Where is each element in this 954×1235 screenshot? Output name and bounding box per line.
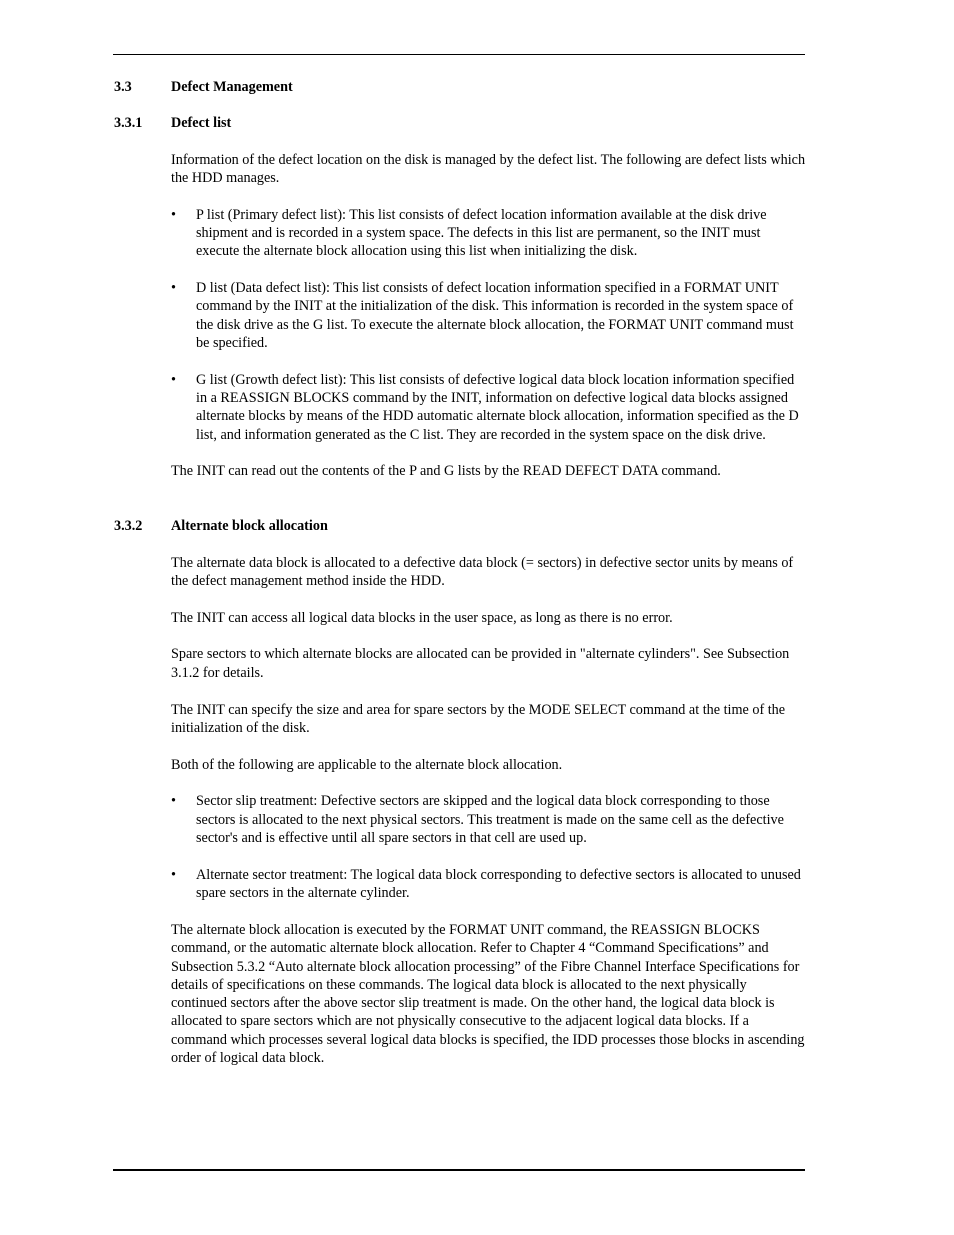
section-heading-3-3-2	[114, 517, 806, 535]
list-item-text: Alternate sector treatment: The logical data block corresponding to defective sectors is allocated to unused spare sectors in the alternate cylinder.	[196, 866, 801, 902]
list-item	[171, 206, 806, 261]
bullet-list	[171, 206, 806, 444]
list-item-text: D list (Data defect list): This list consists of defect location information specified in a FORMAT UNIT command by the INIT at the initialization of the disk. This information is recorded in the system space of the disk drive as the G list. To execute the alternate block allocation, the FORMAT UNIT command must be specified.	[196, 280, 794, 351]
bullet-icon: •	[171, 280, 176, 297]
section-heading-3-3-1	[114, 114, 806, 132]
paragraph: The alternate block allocation is executed by the FORMAT UNIT command, the REASSIGN BLOCKS command, or the automatic alternate block allocation. Refer to Chapter 4 “Command Specifications” and Subsection 5.3.2 “Auto alternate block allocation processing” of the Fibre Channel Interface Specifications for details of specifications on these commands. The logical data block is allocated to the next physically continued sectors after the above sector slip treatment is made. On the other hand, the logical data block is allocated to spare sectors which are not physically consecutive to the adjacent logical data blocks. If a command which processes several logical data blocks is specified, the IDD processes those blocks in ascending order of logical data block.	[171, 921, 805, 1066]
section-title: Defect Management	[171, 79, 293, 95]
section-title: Alternate block allocation	[171, 518, 328, 535]
footer-rule	[113, 1169, 805, 1171]
section-title: Defect list	[171, 115, 232, 132]
section-number: 3.3.1	[114, 115, 143, 132]
paragraph: The INIT can read out the contents of the P and G lists by the READ DEFECT DATA command.	[171, 463, 721, 480]
list-item-text: Sector slip treatment: Defective sectors are skipped and the logical data block corresponding to those sectors is allocated to the next physical sectors. This treatment is made on the same cell as the defective sector's and is effective until all spare sectors in that cell are used up.	[196, 793, 784, 847]
bullet-list	[171, 792, 806, 902]
list-item	[171, 371, 806, 444]
header-rule	[113, 54, 805, 55]
section-number: 3.3	[114, 79, 132, 95]
bullet-icon: •	[171, 866, 176, 883]
list-item	[171, 279, 806, 352]
list-item	[171, 866, 806, 903]
bullet-icon: •	[171, 793, 176, 810]
paragraph: Information of the defect location on the disk is managed by the defect list. The following are defect lists which the HDD manages.	[171, 151, 806, 186]
document-body	[114, 78, 806, 1086]
paragraph: Spare sectors to which alternate blocks are allocated can be provided in "alternate cylinders". See Subsection 3.1.2 for details.	[171, 646, 790, 681]
list-item	[171, 792, 806, 847]
bullet-icon: •	[171, 206, 176, 223]
paragraph: Both of the following are applicable to the alternate block allocation.	[171, 756, 563, 773]
section-number: 3.3.2	[114, 518, 143, 535]
bullet-icon: •	[171, 371, 176, 388]
paragraph: The alternate data block is allocated to a defective data block (= sectors) in defective sector units by means of the defect management method inside the HDD.	[171, 554, 794, 589]
list-item-text: G list (Growth defect list): This list consists of defective logical data block location information specified in a REASSIGN BLOCKS command by the INIT, information on defective logical data blocks assigned alternate blocks by means of the HDD automatic alternate block allocation, information specified as the D list, and information generated as the C list. They are recorded in the system space on the disk drive.	[196, 371, 799, 443]
paragraph: The INIT can specify the size and area for spare sectors by the MODE SELECT command at the time of the initialization of the disk.	[171, 701, 786, 736]
section-heading-3-3	[114, 78, 806, 96]
list-item-text: P list (Primary defect list): This list consists of defect location information available at the disk drive shipment and is recorded in a system space. The defects in this list are permanent, so the INIT must execute the alternate block allocation using this list when initializing the disk.	[196, 206, 767, 260]
paragraph: The INIT can access all logical data blocks in the user space, as long as there is no error.	[171, 609, 673, 626]
